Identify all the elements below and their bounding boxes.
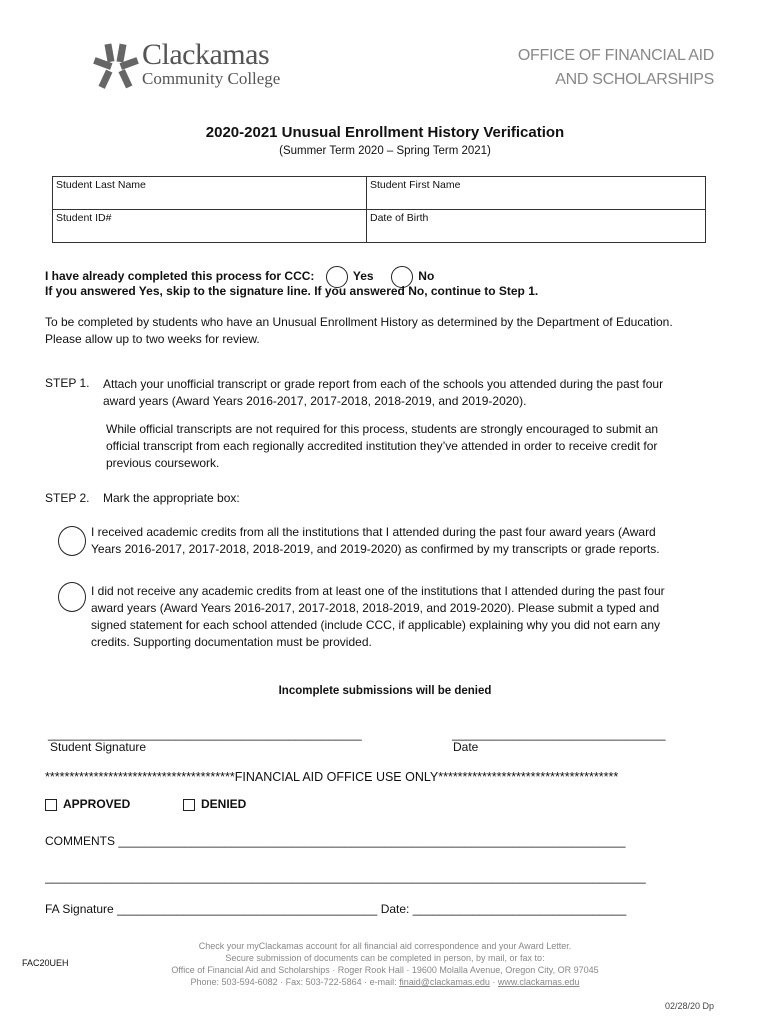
student-info-table (52, 176, 706, 243)
student-signature-label: Student Signature (50, 740, 147, 754)
comments-line-1[interactable]: ____________________________________________________________________________ (118, 834, 626, 848)
last-name-label: Student Last Name (56, 179, 146, 191)
option2-radio[interactable] (58, 582, 86, 612)
approved-label: APPROVED (63, 797, 131, 811)
step1-note-line-2: official transcript from each regionally accredited institution they’ve attended in order to receive credit for (106, 439, 658, 453)
footer-line-1: Check your myClackamas account for all financial aid correspondence and your Award Letter. (198, 941, 572, 951)
logo-wordmark: Clackamas (142, 38, 270, 71)
completed-question-text: I have already completed this process for CCC: (45, 269, 315, 284)
dob-label: Date of Birth (370, 212, 429, 224)
option1-line-2: Years 2016-2017, 2017-2018, 2018-2019, and 2019-2020) as confirmed by my transcripts or grade reports. (91, 542, 660, 556)
step1-note-line-3: previous coursework. (106, 456, 220, 470)
step1-text (103, 376, 663, 410)
footer-line-2: Secure submission of documents can be completed in person, by mail, or fax to: (225, 953, 545, 963)
footer-website-link[interactable]: www.clackamas.edu (497, 977, 580, 987)
question-instruction: If you answered Yes, skip to the signature line. If you answered No, continue to Step 1. (45, 284, 539, 298)
comments-row (45, 834, 626, 848)
student-id-field[interactable] (53, 210, 367, 243)
denied-checkbox[interactable] (183, 799, 195, 811)
option1-text (91, 524, 660, 558)
option2-line-3: signed statement for each school attended (include CCC, if applicable) explaining why you did not earn any (91, 618, 661, 632)
step1-line-1: Attach your unofficial transcript or grade report from each of the schools you attended during the past four (103, 377, 664, 391)
dob-field[interactable] (367, 210, 706, 243)
office-use-banner: ***************************************FINANCIAL AID OFFICE USE ONLY************************************* (45, 770, 619, 784)
footer-contact (0, 976, 770, 988)
student-id-label: Student ID# (56, 212, 112, 224)
form-code: FAC20UEH (22, 958, 69, 968)
student-signature-line[interactable]: _______________________________________________ (48, 727, 362, 741)
step2-text: Mark the appropriate box: (103, 491, 240, 505)
fa-signature-row (45, 902, 626, 916)
footer-phone: Phone: 503-594-6082 · Fax: 503-722-5864 · e-mail: (190, 977, 397, 987)
fa-date-line[interactable]: ________________________________ (412, 902, 627, 916)
office-heading (518, 44, 714, 92)
first-name-label: Student First Name (370, 179, 461, 191)
logo-mark-icon (92, 42, 140, 90)
intro-line-2: Please allow up to two weeks for review. (45, 332, 260, 346)
step1-note-line-1: While official transcripts are not required for this process, students are strongly encouraged to submit an (106, 422, 659, 436)
footer-email-link[interactable]: finaid@clackamas.edu (399, 977, 490, 987)
step1-label: STEP 1. (45, 376, 90, 390)
fa-signature-line[interactable]: _______________________________________ (117, 902, 378, 916)
approved-checkbox[interactable] (45, 799, 57, 811)
option2-line-1: I did not receive any academic credits from at least one of the institutions that I attended during the past four (91, 584, 665, 598)
office-line-1: OFFICE OF FINANCIAL AID (517, 47, 714, 64)
logo-subtitle: Community College (142, 69, 281, 88)
last-name-field[interactable] (53, 177, 367, 210)
revision-date: 02/28/20 Dp (664, 1001, 714, 1011)
yes-label: Yes (352, 269, 374, 284)
step1-line-2: award years (Award Years 2016-2017, 2017-2018, 2018-2019, and 2019-2020). (103, 394, 527, 408)
comments-label: COMMENTS (45, 834, 115, 848)
denied-option (183, 797, 246, 811)
office-line-2: AND SCHOLARSHIPS (555, 71, 714, 88)
comments-line-2[interactable]: __________________________________________________________________________________________ (45, 870, 646, 884)
no-label: No (418, 269, 435, 284)
fa-date-label: Date: (380, 902, 410, 916)
step1-note (106, 421, 658, 472)
option1-radio[interactable] (58, 526, 86, 556)
signature-date-label: Date (453, 740, 479, 754)
fa-signature-label: FA Signature (45, 902, 114, 916)
first-name-field[interactable] (367, 177, 706, 210)
intro-text (45, 314, 673, 348)
footer (0, 940, 770, 988)
option2-line-4: credits. Supporting documentation must be provided. (91, 635, 372, 649)
college-logo (92, 38, 292, 90)
denied-label: DENIED (201, 797, 247, 811)
form-subtitle: (Summer Term 2020 – Spring Term 2021) (279, 145, 491, 157)
footer-separator: · (492, 977, 496, 987)
incomplete-warning: Incomplete submissions will be denied (278, 685, 492, 697)
signature-date-line[interactable]: ________________________________ (452, 727, 666, 741)
form-title: 2020-2021 Unusual Enrollment History Verification (205, 124, 565, 141)
approved-option (45, 797, 130, 811)
option1-line-1: I received academic credits from all the institutions that I attended during the past four award years (Award (91, 525, 656, 539)
step2-label: STEP 2. (45, 491, 90, 505)
option2-line-2: award years (Award Years 2016-2017, 2017-2018, 2018-2019, and 2019-2020). Please submit a typed and (91, 601, 660, 615)
footer-address: Office of Financial Aid and Scholarships · Roger Rook Hall · 19600 Molalla Avenue, Oregon City, OR 97045 (171, 965, 599, 975)
option2-text (91, 583, 665, 651)
intro-line-1: To be completed by students who have an Unusual Enrollment History as determined by the Department of Education. (45, 315, 673, 329)
